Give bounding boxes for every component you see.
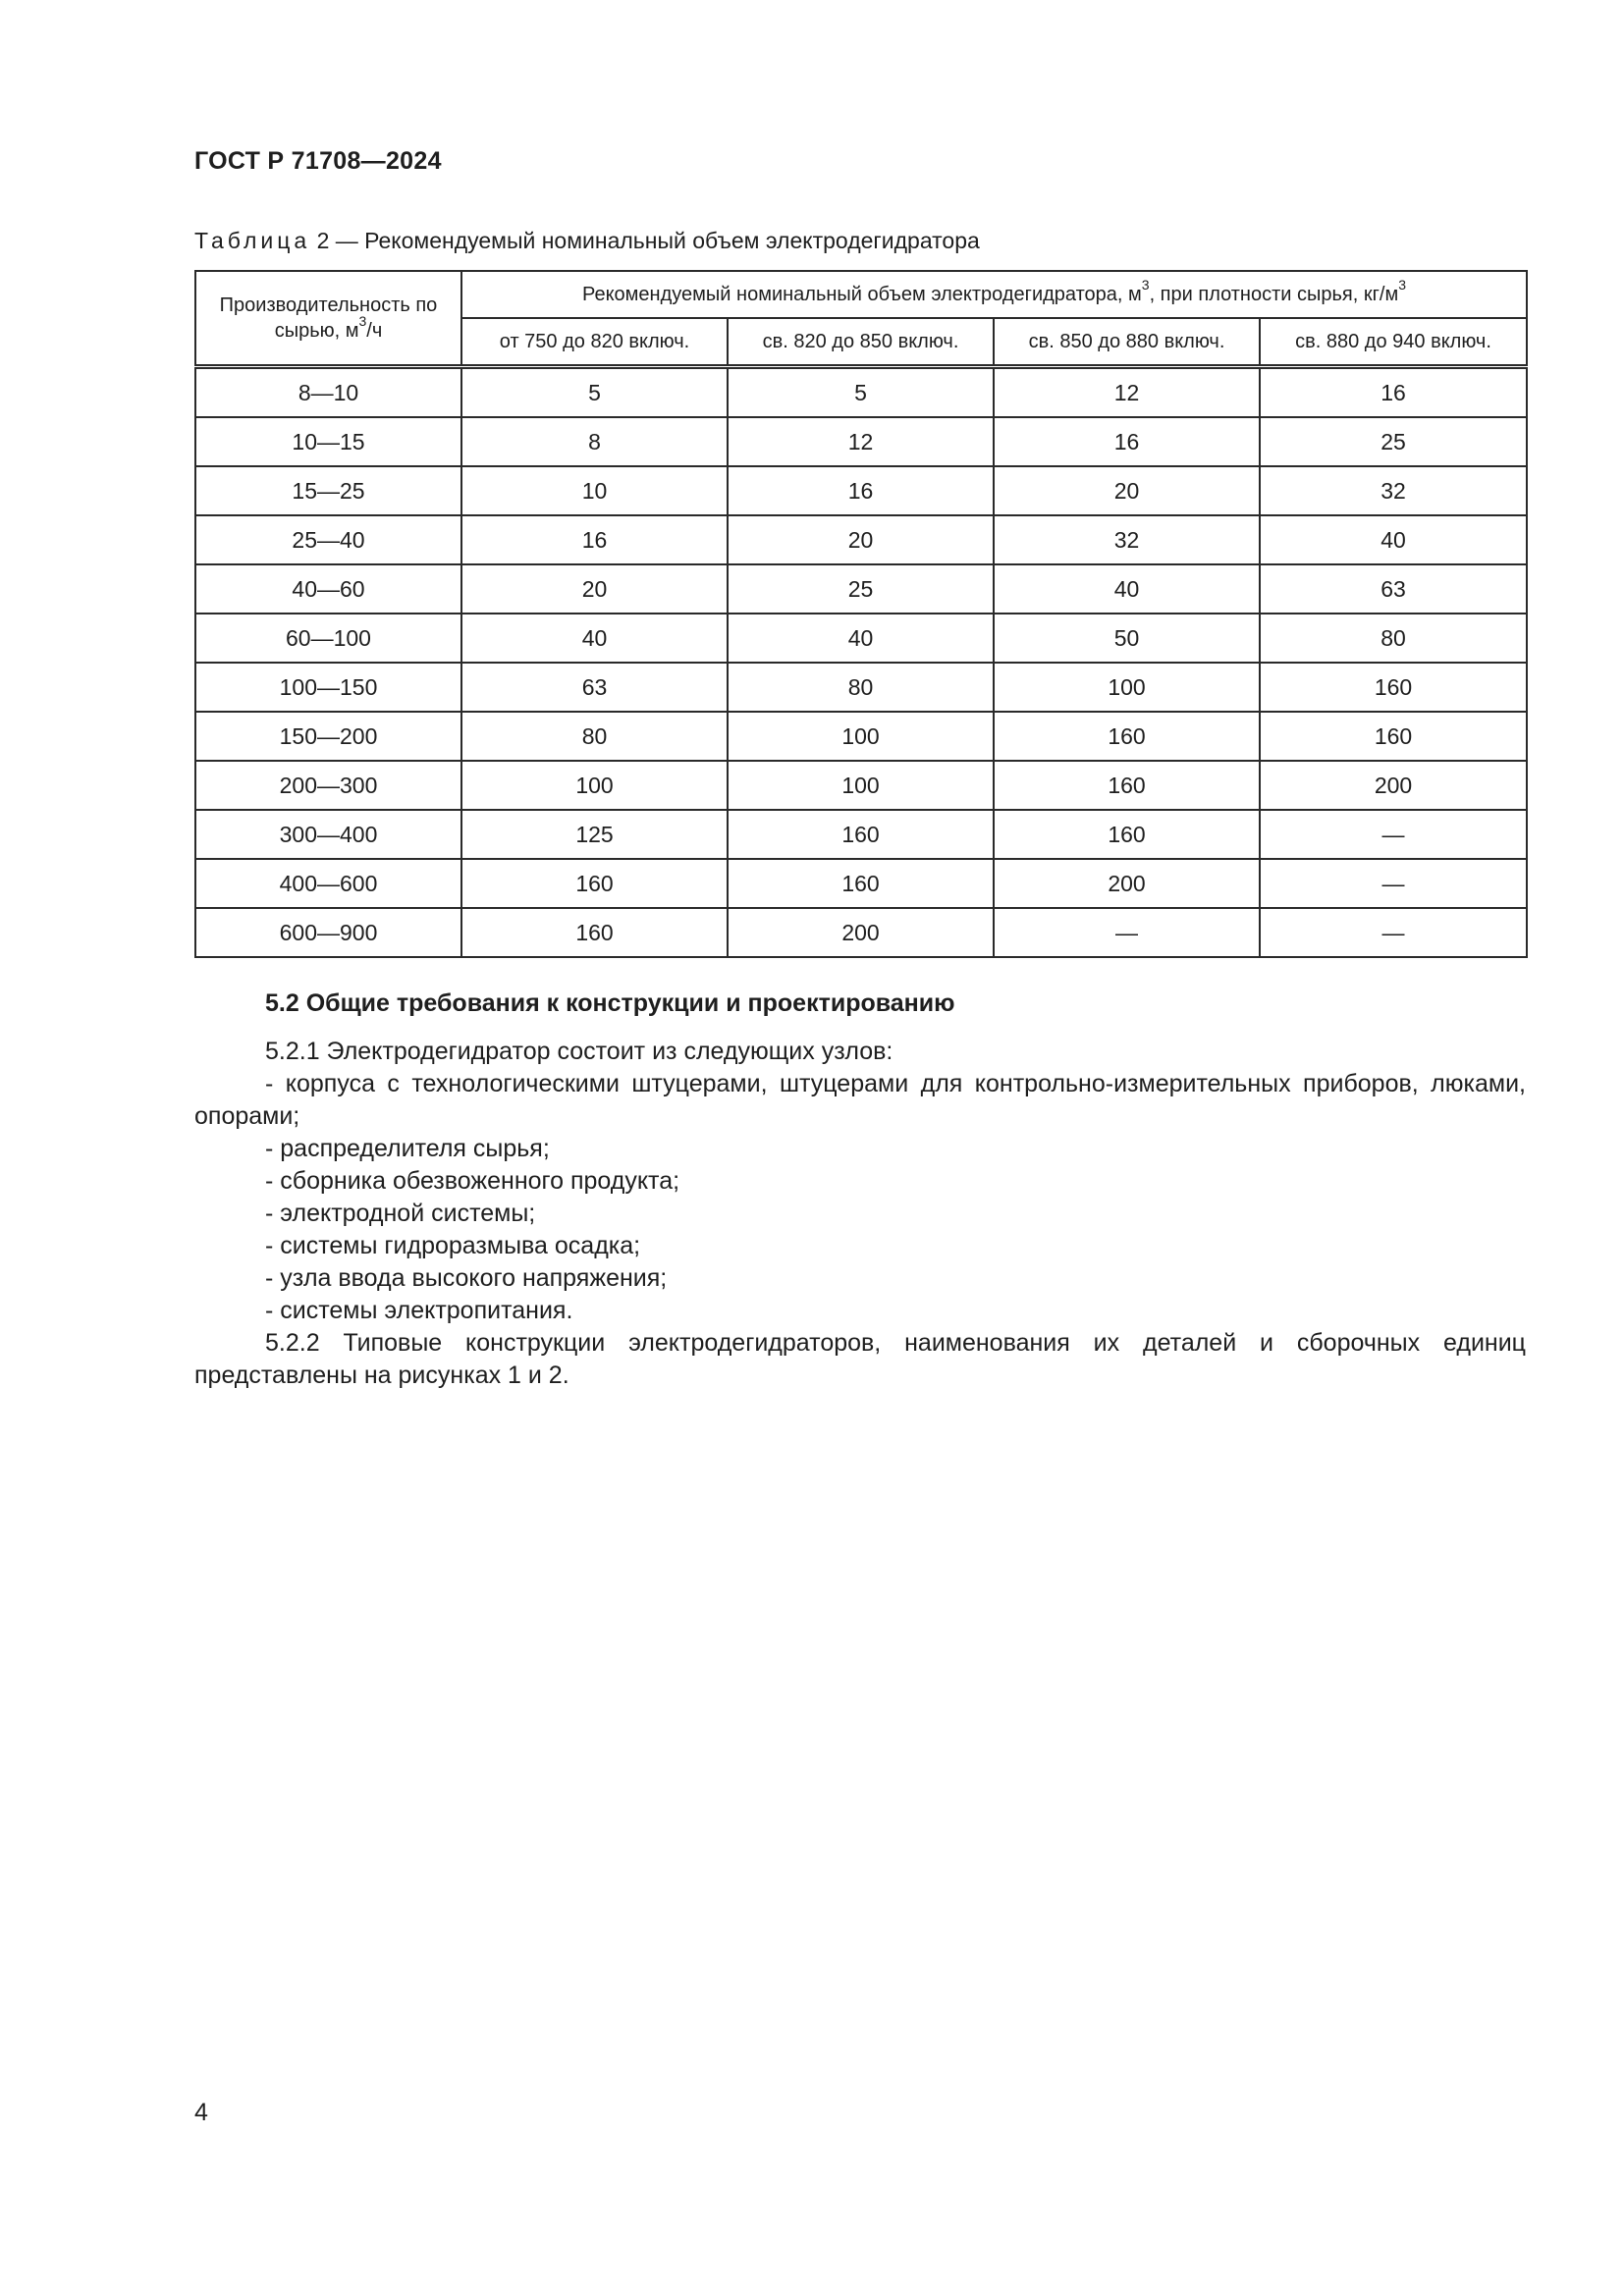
capacity-cell: 40—60 [195, 564, 461, 614]
list-item: - сборника обезвоженного продукта; [265, 1167, 680, 1195]
volume-cell: 160 [728, 810, 994, 859]
section-body [194, 1036, 1526, 1392]
volume-cell: 20 [994, 466, 1260, 515]
volume-cell: 5 [728, 367, 994, 418]
table-row [195, 367, 1527, 418]
volume-cell: 40 [994, 564, 1260, 614]
volume-cell: 200 [994, 859, 1260, 908]
volume-cell: 8 [461, 417, 728, 466]
volume-cell: 160 [461, 908, 728, 957]
volume-cell: 50 [994, 614, 1260, 663]
table-row [195, 663, 1527, 712]
volume-cell: — [1260, 810, 1527, 859]
header-density-3: св. 850 до 880 включ. [994, 318, 1260, 367]
volume-cell: 5 [461, 367, 728, 418]
capacity-cell: 150—200 [195, 712, 461, 761]
table-row [195, 761, 1527, 810]
volume-cell: 160 [728, 859, 994, 908]
volume-cell: 100 [728, 761, 994, 810]
table-row [195, 515, 1527, 564]
table-row [195, 466, 1527, 515]
volume-cell: 20 [728, 515, 994, 564]
table-body [195, 367, 1527, 958]
volume-cell: 100 [994, 663, 1260, 712]
volume-cell: 16 [994, 417, 1260, 466]
list-item: - корпуса с технологическими штуцерами, штуцерами для контрольно-измерительных приборов, люками, опорами; [194, 1070, 1526, 1130]
list-item: - распределителя сырья; [265, 1135, 550, 1162]
table-caption-label: Таблица [194, 228, 311, 253]
volume-cell: 32 [994, 515, 1260, 564]
volume-cell: 63 [461, 663, 728, 712]
volume-cell: 16 [461, 515, 728, 564]
table-row [195, 417, 1527, 466]
volume-cell: — [994, 908, 1260, 957]
volume-cell: 160 [1260, 663, 1527, 712]
document-designation: ГОСТ Р 71708—2024 [194, 147, 442, 175]
capacity-cell: 200—300 [195, 761, 461, 810]
volume-cell: 160 [994, 810, 1260, 859]
list-item: - системы электропитания. [265, 1297, 573, 1324]
capacity-cell: 25—40 [195, 515, 461, 564]
capacity-cell: 100—150 [195, 663, 461, 712]
list-item: - системы гидроразмыва осадка; [265, 1232, 641, 1259]
volume-cell: 25 [1260, 417, 1527, 466]
table-row [195, 810, 1527, 859]
header-density-4: св. 880 до 940 включ. [1260, 318, 1527, 367]
volume-cell: 40 [1260, 515, 1527, 564]
volume-cell: — [1260, 859, 1527, 908]
volume-cell: 80 [461, 712, 728, 761]
paragraph-5-2-2: 5.2.2 Типовые конструкции электродегидраторов, наименования их деталей и сборочных единиц представлены на рисунках 1 и 2. [194, 1329, 1526, 1389]
volume-cell: 16 [728, 466, 994, 515]
table-caption [194, 228, 980, 254]
volume-cell: 200 [728, 908, 994, 957]
header-capacity: Производительность по сырью, $м^3/ч$ [195, 271, 461, 367]
section-title: 5.2 Общие требования к конструкции и проектированию [265, 989, 955, 1017]
table-caption-text: 2 — Рекомендуемый номинальный объем электродегидратора [310, 228, 980, 253]
list-item: - узла ввода высокого напряжения; [265, 1264, 668, 1292]
volume-cell: 10 [461, 466, 728, 515]
capacity-cell: 60—100 [195, 614, 461, 663]
volume-cell: 160 [1260, 712, 1527, 761]
header-density-2: св. 820 до 850 включ. [728, 318, 994, 367]
volume-cell: 100 [728, 712, 994, 761]
volume-cell: 160 [994, 712, 1260, 761]
table-row [195, 614, 1527, 663]
volume-cell: — [1260, 908, 1527, 957]
volume-cell: 40 [461, 614, 728, 663]
volume-cell: 80 [728, 663, 994, 712]
volume-cell: 16 [1260, 367, 1527, 418]
paragraph-5-2-1: 5.2.1 Электродегидратор состоит из следующих узлов: [265, 1038, 893, 1065]
table-row [195, 712, 1527, 761]
header-volume-group: Рекомендуемый номинальный объем электродегидратора, $м^3$, при плотности сырья, $кг/м^3$ [461, 271, 1527, 318]
volume-cell: 100 [461, 761, 728, 810]
volume-cell: 125 [461, 810, 728, 859]
table-row [195, 908, 1527, 957]
volume-cell: 200 [1260, 761, 1527, 810]
capacity-cell: 400—600 [195, 859, 461, 908]
capacity-cell: 600—900 [195, 908, 461, 957]
header-density-1: от 750 до 820 включ. [461, 318, 728, 367]
volume-cell: 20 [461, 564, 728, 614]
table-row [195, 564, 1527, 614]
volume-table [194, 270, 1528, 958]
volume-cell: 40 [728, 614, 994, 663]
capacity-cell: 300—400 [195, 810, 461, 859]
volume-cell: 12 [728, 417, 994, 466]
list-item: - электродной системы; [265, 1200, 536, 1227]
capacity-cell: 10—15 [195, 417, 461, 466]
table-row [195, 859, 1527, 908]
volume-cell: 32 [1260, 466, 1527, 515]
volume-cell: 63 [1260, 564, 1527, 614]
capacity-cell: 15—25 [195, 466, 461, 515]
capacity-cell: 8—10 [195, 367, 461, 418]
volume-cell: 12 [994, 367, 1260, 418]
volume-cell: 25 [728, 564, 994, 614]
volume-cell: 80 [1260, 614, 1527, 663]
volume-cell: 160 [994, 761, 1260, 810]
volume-cell: 160 [461, 859, 728, 908]
page-number: 4 [194, 2099, 208, 2126]
